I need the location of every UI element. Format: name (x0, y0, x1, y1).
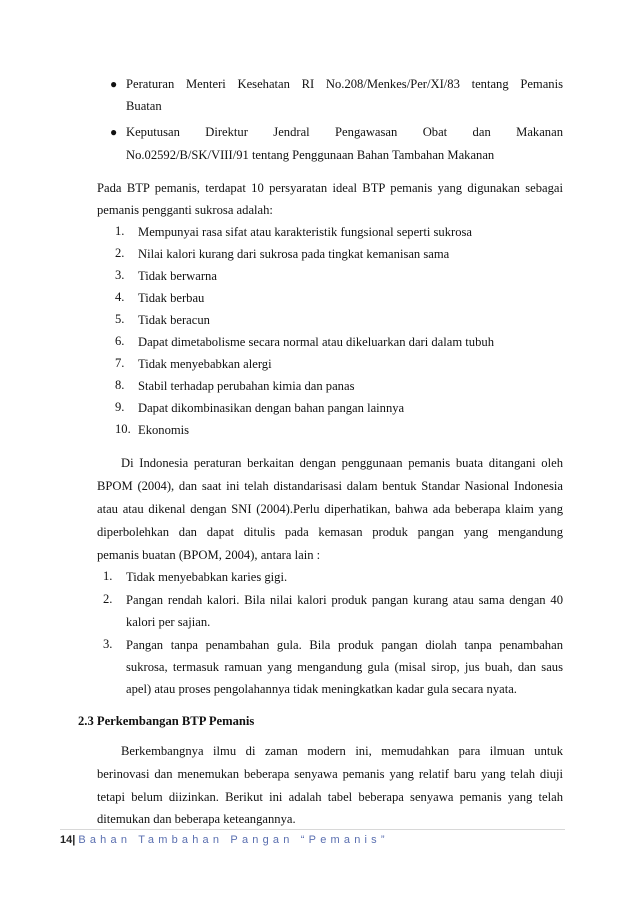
list-item-number: 7. (115, 356, 125, 370)
intro-paragraph-line-1: Pada BTP pemanis, terdapat 10 persyaratan ideal BTP pemanis yang digunakan sebagai (97, 181, 563, 195)
list-item-number: 10. (115, 422, 131, 436)
page-footer (60, 833, 389, 847)
list-item-number: 4. (115, 290, 125, 304)
list-item-number: 9. (115, 400, 125, 414)
section-paragraph-line-2: berinovasi dan menemukan beberapa senyawa pemanis yang relatif baru yang telah diuji (97, 767, 563, 781)
section-heading: 2.3 Perkembangan BTP Pemanis (78, 714, 255, 728)
indonesia-paragraph-line-3: atau atau dikenal dengan SNI (2004).Perlu diperhatikan, bahwa ada beberapa klaim yang (97, 502, 563, 516)
regulation-1-line-2: Buatan (126, 99, 162, 113)
list-item-number: 3. (103, 637, 113, 651)
footer-separator: | (72, 834, 76, 846)
list-item: Mempunyai rasa sifat atau karakteristik fungsional seperti sukrosa (138, 225, 472, 239)
footer-title: Bahan Tambahan Pangan “Pemanis” (78, 834, 389, 846)
section-paragraph-line-4: ditemukan dan beberapa keteangannya. (97, 812, 296, 826)
list-item-number: 2. (103, 592, 113, 606)
list-item-number: 8. (115, 378, 125, 392)
list-item: Tidak berwarna (138, 269, 217, 283)
regulation-1-line-1: Peraturan Menteri Kesehatan RI No.208/Menkes/Per/XI/83 tentang Pemanis (126, 77, 563, 91)
list-item-number: 2. (115, 246, 125, 260)
list-item: Pangan rendah kalori. Bila nilai kalori produk pangan kurang atau sama dengan 40 (126, 593, 563, 607)
indonesia-paragraph-line-4: diperbolehkan dan dapat ditulis pada kemasan produk pangan yang mengandung (97, 525, 563, 539)
list-item-number: 1. (115, 224, 125, 238)
intro-paragraph-line-2: pemanis pengganti sukrosa adalah: (97, 203, 273, 217)
list-item: Dapat dimetabolisme secara normal atau dikeluarkan dari dalam tubuh (138, 335, 494, 349)
list-item-continuation: sukrosa, termasuk ramuan yang mengandung gula (misal sirop, jus buah, dan saus (126, 660, 563, 674)
list-item: Tidak menyebabkan alergi (138, 357, 272, 371)
section-paragraph-line-1: Berkembangnya ilmu di zaman modern ini, memudahkan para ilmuan untuk (121, 744, 563, 758)
list-item: Dapat dikombinasikan dengan bahan pangan lainnya (138, 401, 405, 415)
regulation-2-line-2: No.02592/B/SK/VIII/91 tentang Penggunaan Bahan Tambahan Makanan (126, 148, 495, 162)
list-item-continuation: kalori per sajian. (126, 615, 211, 629)
list-item: Tidak beracun (138, 313, 210, 327)
list-item-number: 5. (115, 312, 125, 326)
list-item: Tidak menyebabkan karies gigi. (126, 570, 288, 584)
list-item: Nilai kalori kurang dari sukrosa pada tingkat kemanisan sama (138, 247, 450, 261)
page-number: 14 (60, 834, 73, 846)
list-item-number: 1. (103, 569, 113, 583)
list-item-number: 3. (115, 268, 125, 282)
footer-divider (60, 829, 565, 830)
list-item-continuation: apel) atau proses pengolahannya tidak meningkatkan kadar gula secara nyata. (126, 682, 517, 696)
indonesia-paragraph-line-5: pemanis buatan (BPOM, 2004), antara lain : (97, 548, 321, 562)
regulation-2-line-1: Keputusan Direktur Jendral Pengawasan Obat dan Makanan (126, 125, 563, 139)
list-item: Ekonomis (138, 423, 190, 437)
section-paragraph-line-3: tetapi belum diizinkan. Berikut ini adalah tabel beberapa senyawa pemanis yang telah (97, 790, 563, 804)
bullet-icon: ● (110, 125, 118, 139)
list-item-number: 6. (115, 334, 125, 348)
indonesia-paragraph-line-1: Di Indonesia peraturan berkaitan dengan penggunaan pemanis buata ditangani oleh (121, 456, 563, 470)
list-item: Stabil terhadap perubahan kimia dan panas (138, 379, 355, 393)
bullet-icon: ● (110, 77, 118, 91)
list-item: Tidak berbau (138, 291, 205, 305)
indonesia-paragraph-line-2: BPOM (2004), dan saat ini telah distandarisasi dalam bentuk Standar Nasional Indonesia (97, 479, 563, 493)
list-item: Pangan tanpa penambahan gula. Bila produk pangan diolah tanpa penambahan (126, 638, 563, 652)
